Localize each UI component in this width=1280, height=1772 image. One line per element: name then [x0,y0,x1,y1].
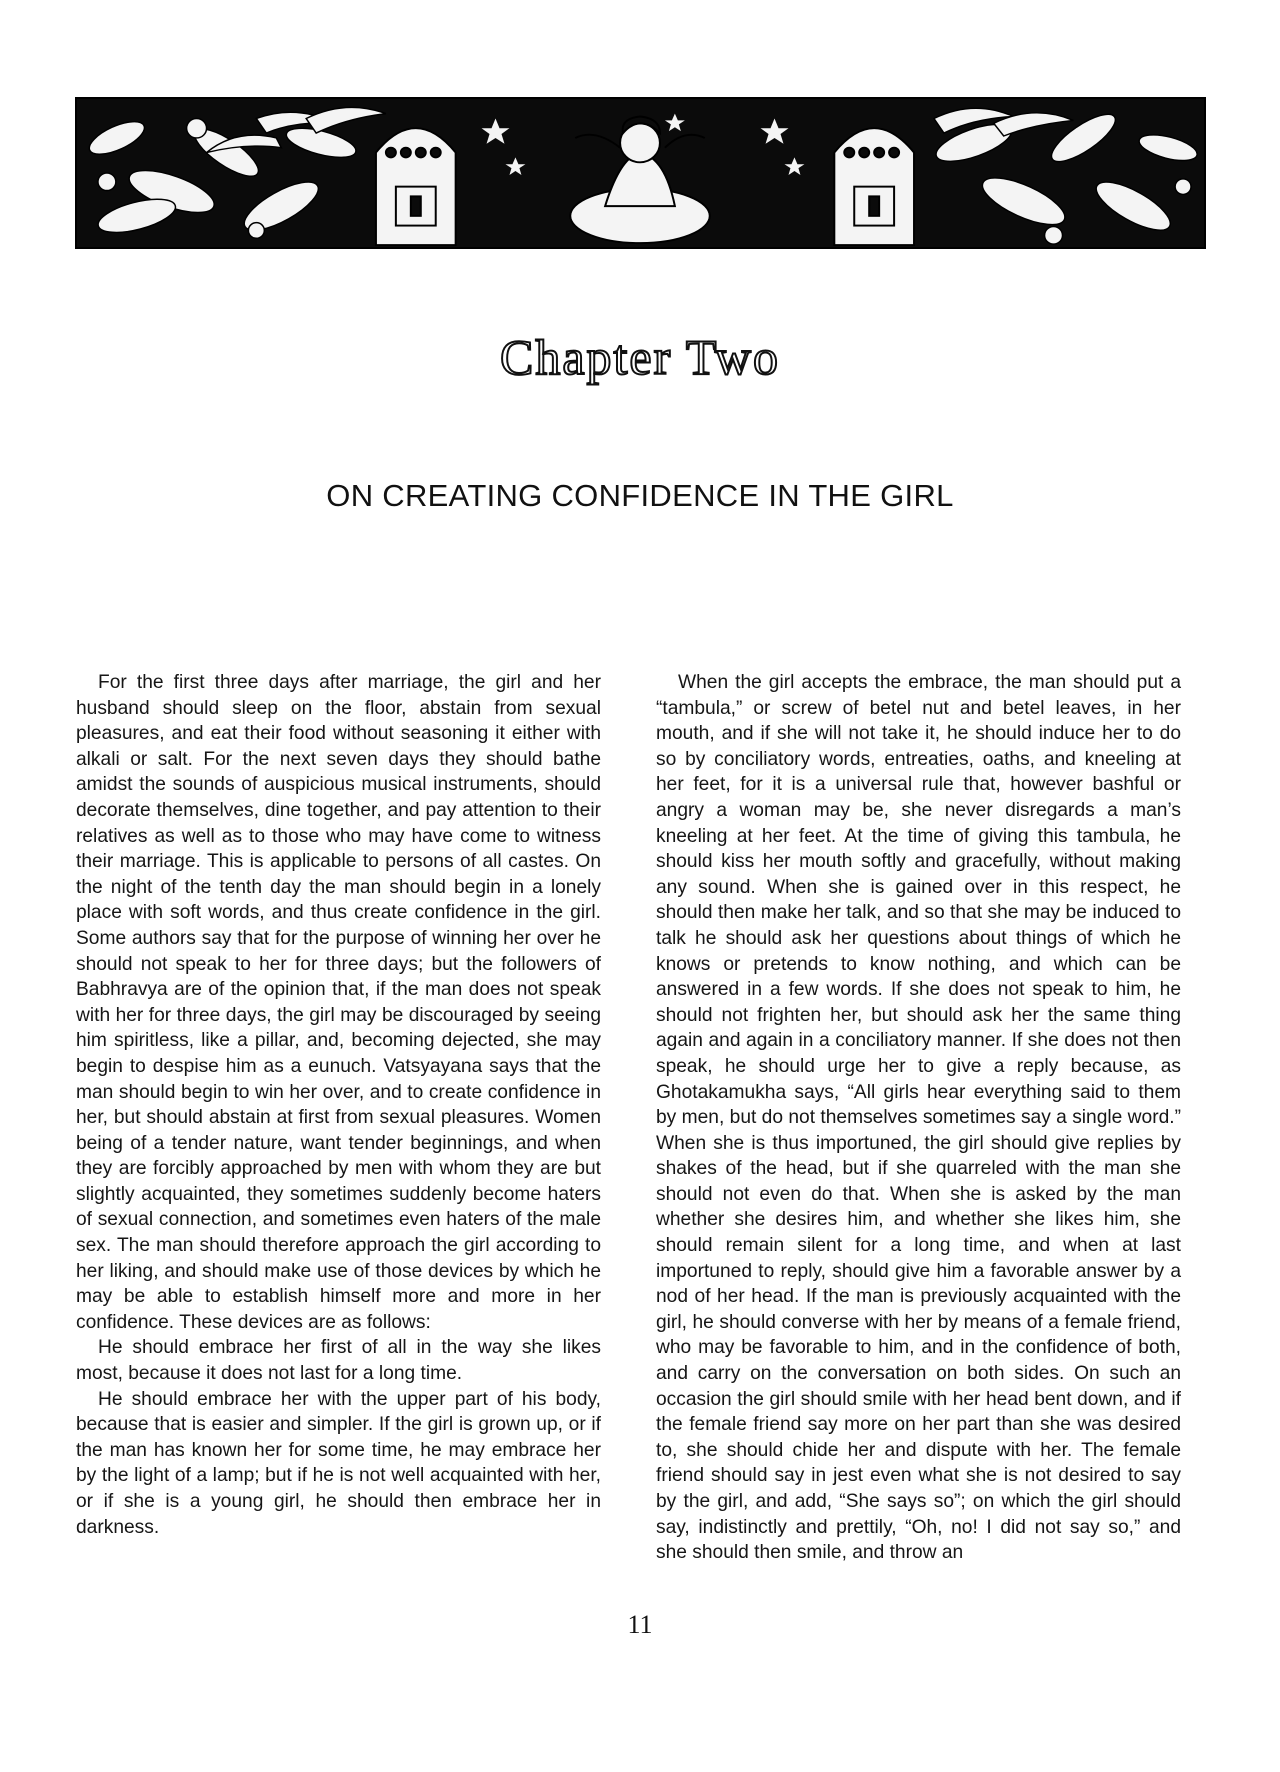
paragraph: When the girl accepts the embrace, the man should put a “tambula,” or screw of betel nut and betel leaves, in her mouth, and if she will not take it, he should induce her to do so by conciliatory words, entreaties, oaths, and kneeling at her feet, for it is a universal rule that, however bashful or angry a woman may be, she never disregards a man’s kneeling at her feet. At the time of giving this tambula, he should kiss her mouth softly and gracefully, without making any sound. When she is gained over in this respect, he should then make her talk, and so that she may be induced to talk he should ask her questions about things of which he knows or pretends to know nothing, and which can be answered in a few words. If she does not speak to him, he should not frighten her, but should ask her the same thing again and again in a conciliatory manner. If she does not then speak, he should urge her to give a reply because, as Ghotakamukha says, “All girls hear everything said to them by men, but do not themselves sometimes say a single word.” When she is thus importuned, the girl should give replies by shakes of the head, but if she quarreled with the man she should not even do that. When she is asked by the man whether she desires him, and whether she likes him, she should remain silent for a long time, and when at last importuned to reply, should give him a favorable answer by a nod of her head. If the man is previously acquainted with the girl, he should converse with her by means of a female friend, who may be favorable to him, and in the confidence of both, and carry on the conversation on both sides. On such an occasion the girl should smile with her head bent down, and if the female friend say more on her part than she was desired to, she should chide her and dispute with her. The female friend should say in jest even what she is not desired to say by the girl, and add, “She says so”; on which the girl should say, indistinctly and prettily, “Oh, no! I did not say so,” and she should then smile, and throw an [656,672,1181,1564]
paragraph: For the first three days after marriage, the girl and her husband should sleep on the floor, abstain from sexual pleasures, and eat their food without seasoning it either with alkali or salt. For the next seven days they should bathe amidst the sounds of auspicious musical instruments, should decorate themselves, dine together, and pay attention to their relatives as well as to those who may have come to witness their marriage. This is applicable to persons of all castes. On the night of the tenth day the man should begin in a lonely place with soft words, and thus create confidence in the girl. Some authors say that for the purpose of winning her over he should not speak to her for three days; but the followers of Babhravya are of the opinion that, if the man does not speak with her for three days, the girl may be discouraged by seeing him spiritless, like a pillar, and, becoming dejected, she may begin to despise him as a eunuch. Vatsyayana says that the man should begin to win her over, and to create confidence in her, but should abstain at first from sexual pleasures. Women being of a tender nature, want tender beginnings, and when they are forcibly approached by men with whom they are but slightly acquainted, they sometimes suddenly become haters of sexual connection, and sometimes even haters of the male sex. The man should therefore approach the girl according to her liking, and should make use of those devices by which he may be able to establish himself more and more in her confidence. These devices are as follows: [76,672,601,1333]
chapter-heading: Chapter Two [499,329,781,385]
chapter-title: ON CREATING CONFIDENCE IN THE GIRL [326,478,954,513]
right-text-column [656,670,1181,1566]
decorative-banner-illustration [75,97,1206,249]
left-text-column [76,670,601,1540]
paragraph: He should embrace her first of all in the way she likes most, because it does not last for a long time. [76,1337,601,1385]
page-number: 11 [627,1610,653,1639]
banner-artwork [77,99,1204,247]
paragraph: He should embrace her with the upper part of his body, because that is easier and simpler. If the girl is grown up, or if the man has known her for some time, he may embrace her by the light of a lamp; but if he is not well acquainted with her, or if she is a young girl, he should then embrace her in darkness. [76,1388,601,1538]
